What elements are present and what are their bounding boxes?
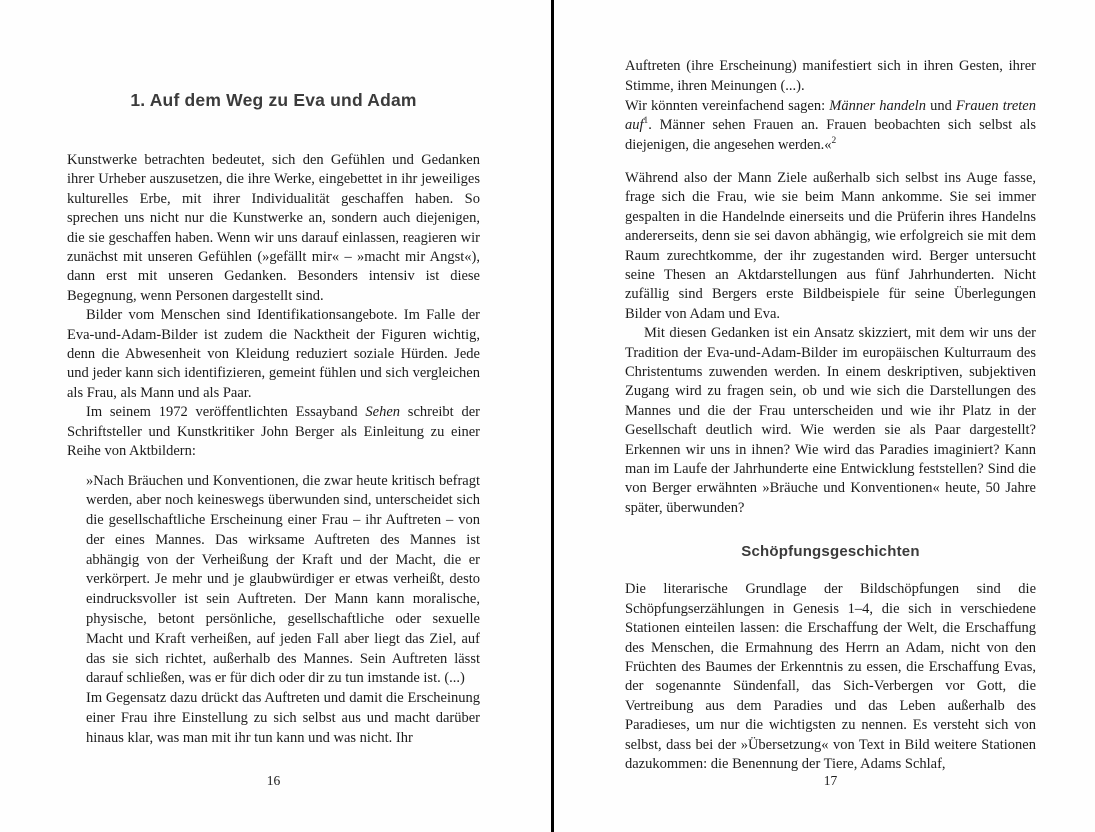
page-number-right: 17 — [823, 773, 838, 788]
paragraph — [625, 169, 1036, 324]
paragraph — [625, 324, 1036, 518]
paragraph — [86, 689, 480, 748]
paragraph — [86, 472, 480, 690]
paragraph — [625, 57, 1036, 97]
text-segment: und — [925, 97, 956, 114]
text-segment: . Männer sehen Frauen an. Frauen beobachten sich selbst als diejenigen, die angesehen werden.« — [625, 117, 1036, 154]
paragraph — [67, 151, 480, 306]
text-segment: Mit diesen Gedanken ist ein Ansatz skizziert, mit dem wir uns der Tradition der Eva-und-Adam-Bilder im europäischen Kulturraum des Christentums zuwenden werden. In einem deskriptiven, subjektiven Zugang wird zu fragen sein, ob und wie sich die Darstellungen des Mannes und die der Frau unterscheiden und wie ihr Platz in der Gesellschaft deutlich wird. Wie werden sie als Paar dargestellt? Erkennen wir uns in ihnen? Wie wird das Paradies imaginiert? Kann man im Laufe der Jahrhunderte eine Entwicklung feststellen? Sind die von Berger erwähnten »Bräuche und Konventionen« heute, 50 Jahre später, überwunden? — [625, 325, 1036, 516]
text-segment: schreibt der Schriftsteller und Kunstkritiker John Berger als Einleitung zu einer Reihe von Aktbildern: — [67, 404, 480, 460]
footnote-marker: 1 — [643, 116, 649, 127]
page-right — [625, 0, 1036, 832]
paragraph — [67, 306, 480, 403]
footnote-marker: 2 — [831, 136, 837, 147]
paragraph — [625, 580, 1036, 774]
page-number-left: 16 — [266, 773, 281, 788]
text-segment: Wir könnten vereinfachend sagen: — [625, 97, 830, 114]
chapter-heading: 1. Auf dem Weg zu Eva und Adam — [130, 90, 417, 110]
text-segment: Auftreten (ihre Erscheinung) manifestiert sich in ihren Gesten, ihrer Stimme, ihren Meinungen (...). — [625, 58, 1036, 94]
left-page-text — [67, 151, 480, 749]
text-segment: Im seinem 1972 veröffentlichten Essayband — [86, 404, 366, 421]
text-segment: Bilder vom Menschen sind Identifikationsangebote. Im Falle der Eva-und-Adam-Bilder ist zudem die Nacktheit der Figuren wichtig, denn die Abwesenheit von Kleidung reduziert soziale Hürden. Jede und jeder kann sich identifizieren, gemeint fühlen und sich vergleichen als Frau, als Mann und als Paar. — [67, 307, 480, 401]
right-page-text-bottom — [625, 580, 1036, 774]
page-left — [67, 0, 480, 832]
text-segment: Die literarische Grundlage der Bildschöpfungen sind die Schöpfungserzählungen in Genesis 1–4, die sich in verschiedene Stationen einteilen lassen: die Erschaffung der Welt, die Erschaffung des Menschen, die Ermahnung des Herrn an Adam, nicht von den Früchten des Baumes der Erkenntnis zu essen, die Erschaffung Evas, der sogenannte Sündenfall, das Sich-Verbergen vor Gott, die Vertreibung aus dem Paradies und das Leben außerhalb des Paradieses, um nur die wichtigsten zu nennen. Es versteht sich von selbst, dass bei der »Übersetzung« von Text in Bild weitere Stationen dazukommen: die Benennung der Tiere, Adams Schlaf, — [625, 581, 1036, 772]
text-segment: »Nach Bräuchen und Konventionen, die zwar heute kritisch befragt werden, aber noch keineswegs überwunden sind, unterscheidet sich die gesellschaftliche Erscheinung einer Frau – ihr Auftreten – von der eines Mannes. Das wirksame Auftreten des Mannes ist abhängig von der Verheißung der Kraft und der Macht, die er verkörpert. Je mehr und je glaubwürdiger er etwas verheißt, desto eindrucksvoller ist sein Auftreten. Der Mann kann moralische, physische, betont persönliche, gesellschaftliche oder sexuelle Macht und Kraft verheißen, auf jeden Fall aber liegt das Ziel, auf das sie sich richtet, außerhalb des Mannes. Sein Auftreten lässt darauf schließen, was er für dich oder dir zu tun imstande ist. (...) — [86, 472, 480, 687]
text-segment: Männer handeln — [829, 97, 926, 114]
paragraph — [67, 403, 480, 461]
text-segment: Während also der Mann Ziele außerhalb sich selbst ins Auge fasse, frage sich die Frau, wie sie beim Mann ankomme. Sie sei immer gespalten in die Handelnde einerseits und die Prüferin ihres Handelns andererseits, denn sie sei davon abhängig, wie erfolgreich sie mit dem Raum zurechtkomme, der ihr zugestanden wird. Berger untersucht seine Thesen an Aktdarstellungen aus fünf Jahrhunderten. Nicht zufällig sind Bergers erste Bildbeispiele für seine Überlegungen Bilder von Adam und Eva. — [625, 169, 1036, 322]
text-segment: Kunstwerke betrachten bedeutet, sich den Gefühlen und Gedanken ihrer Urheber auszusetzen, die ihre Werke, eingebettet in ihr jeweiliges kulturelles Erbe, mit ihrer Individualität geschaffen haben. So sprechen uns nicht nur die Kunstwerke an, sondern auch diejenigen, die sie geschaffen haben. Wenn wir uns darauf einlassen, reagieren wir zunächst mit unseren Gefühlen (»gefällt mir« – »macht mir Angst«), dann erst mit unseren Gedanken. Besonders intensiv ist diese Begegnung, wenn Personen dargestellt sind. — [67, 152, 480, 304]
text-segment: Sehen — [365, 404, 401, 421]
page-divider-line — [551, 0, 554, 832]
text-segment: Im Gegensatz dazu drückt das Auftreten und damit die Erscheinung einer Frau ihre Einstellung zu sich selbst aus und macht darüber hinaus klar, was man mit ihr tun kann und was nicht. Ihr — [86, 690, 480, 746]
paragraph — [625, 97, 1036, 156]
right-page-text-top — [625, 57, 1036, 518]
text-segment: Frauen treten auf — [625, 97, 1036, 134]
section-heading: Schöpfungsgeschichten — [741, 543, 920, 561]
